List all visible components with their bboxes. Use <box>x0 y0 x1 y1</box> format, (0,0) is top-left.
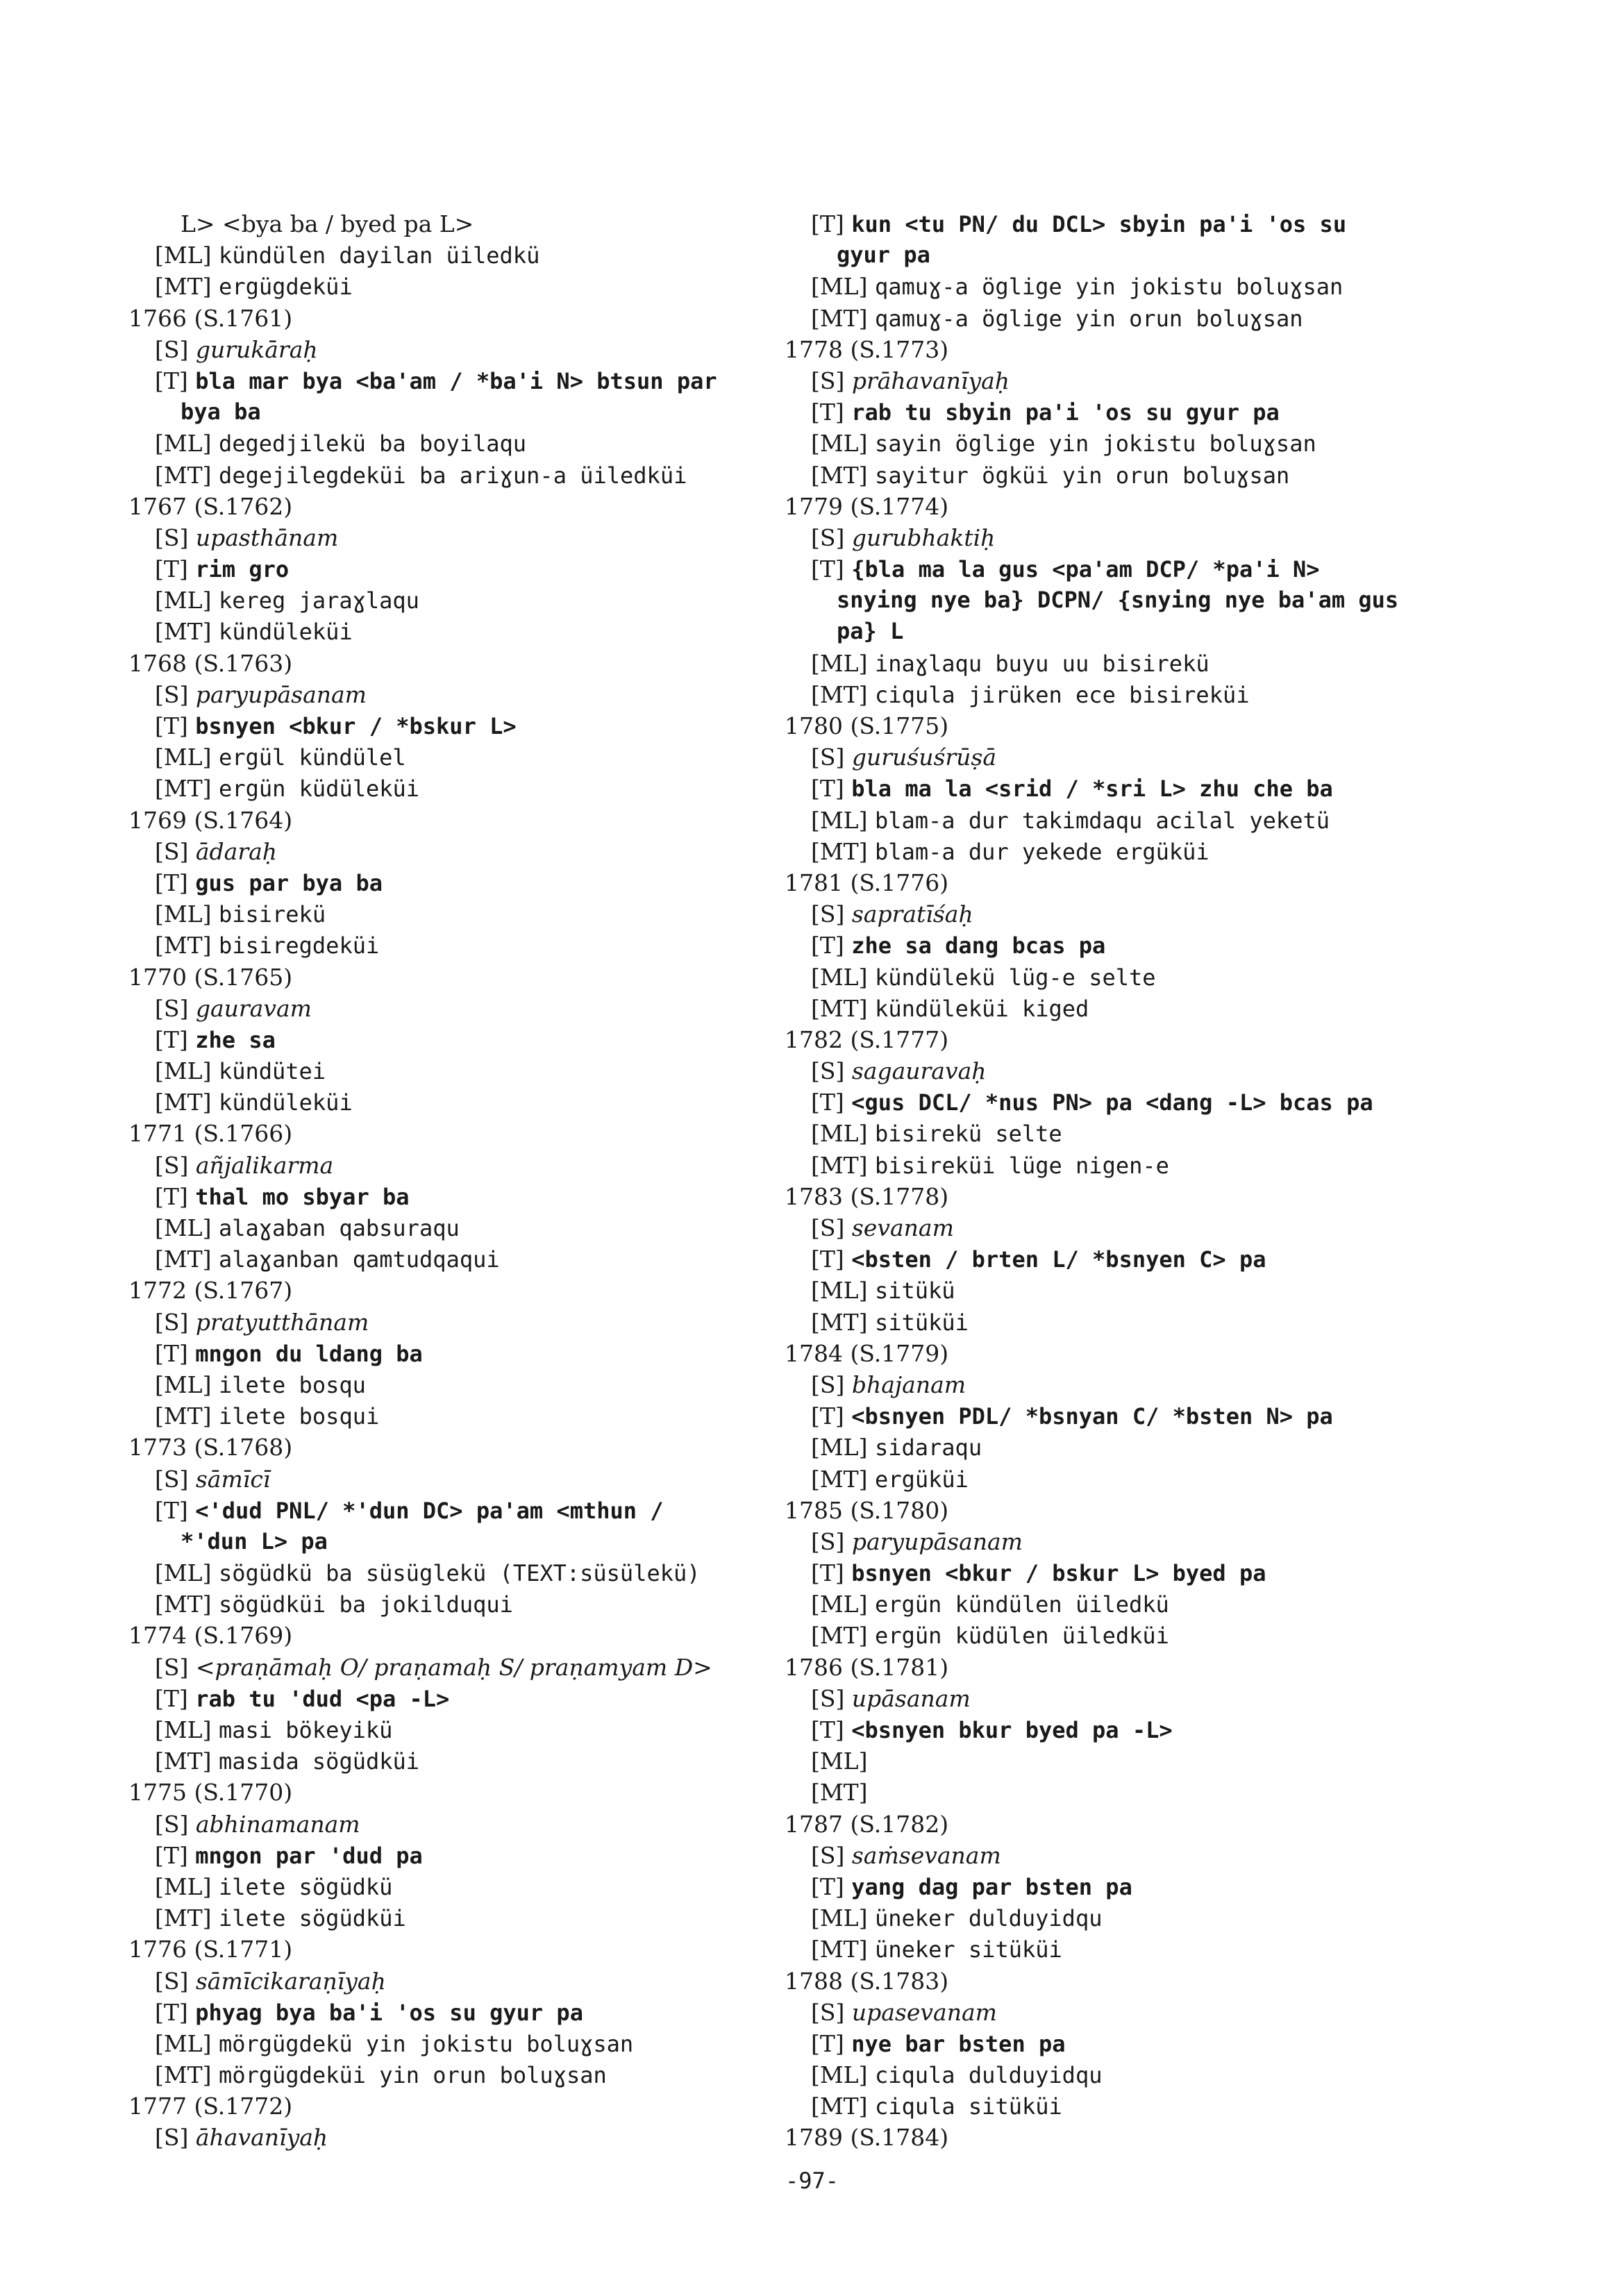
mongolian-ml-line: [ML] kündütei <box>155 1057 326 1085</box>
mongolian-ml-line: [ML] ciqula dulduyidqu <box>811 2061 1103 2089</box>
sanskrit-line: [S] paryupāsanam <box>155 680 367 708</box>
sanskrit-line: [S] sāmīcikaraṇīyaḥ <box>155 1967 386 1995</box>
sanskrit-line: [S] āhavanīyaḥ <box>155 2124 328 2152</box>
tibetan-line: [T] mngon par 'dud pa <box>155 1841 423 1869</box>
mongolian-mt-line: [MT] sitüküi <box>811 1308 969 1336</box>
tibetan-line: [T] rim gro <box>155 555 290 583</box>
mongolian-ml-line: [ML] masi bökeyikü <box>155 1716 393 1743</box>
mongolian-mt-line: [MT] kündüleküi kiged <box>811 994 1089 1022</box>
entry-number: 1769 (S.1764) <box>128 806 293 834</box>
mongolian-mt-line: [MT] kündüleküi <box>155 1089 353 1116</box>
sanskrit-line: [S] saṁsevanam <box>811 1841 1001 1869</box>
tibetan-line: [T] gus par bya ba <box>155 869 383 896</box>
tibetan-line: [T] rab tu 'dud <pa -L> <box>155 1684 450 1712</box>
mongolian-mt-line: [MT] alaɣanban qamtudqaqui <box>155 1246 500 1273</box>
continuation-line: gyur pa <box>837 242 930 269</box>
entry-number: 1767 (S.1762) <box>128 492 293 520</box>
mongolian-mt-line: [MT] masida sögüdküi <box>155 1748 420 1775</box>
mongolian-ml-line: [ML] sayin öglige yin jokistu boluɣsan <box>811 430 1316 458</box>
entry-number: 1782 (S.1777) <box>785 1025 949 1053</box>
continuation-line: bya ba <box>181 399 261 426</box>
mongolian-ml-line: [ML] inaɣlaqu buyu uu bisirekü <box>811 649 1209 677</box>
tibetan-line: [T] bla mar bya <ba'am / *ba'i N> btsun par <box>155 367 717 394</box>
sanskrit-line: [S] abhinamanam <box>155 1810 360 1838</box>
mongolian-mt-line: [MT] bisiregdeküi <box>155 932 380 960</box>
mongolian-ml-line: [ML] ilete sögüdkü <box>155 1872 393 1900</box>
sanskrit-line: [S] ādaraḥ <box>155 837 278 865</box>
entry-number: 1772 (S.1767) <box>128 1277 293 1305</box>
tibetan-line: [T] <bsnyen PDL/ *bsnyan C/ *bsten N> pa <box>811 1402 1333 1430</box>
mongolian-ml-line: [ML] kündülen dayilan üiledkü <box>155 242 540 269</box>
tibetan-line: [T] yang dag par bsten pa <box>811 1872 1132 1900</box>
mongolian-mt-line: [MT] bisireküi lüge nigen-e <box>811 1151 1169 1179</box>
mongolian-mt-line: [MT] mörgügdeküi yin orun boluɣsan <box>155 2061 607 2089</box>
mongolian-mt-line: [MT] ciqula jirüken ece bisireküi <box>811 680 1250 708</box>
sanskrit-line: [S] sagauravaḥ <box>811 1057 987 1085</box>
sanskrit-line: [S] gurukāraḥ <box>155 335 318 363</box>
sanskrit-line: [S] sāmīcī <box>155 1465 271 1493</box>
continuation-line: pa} L <box>837 618 904 645</box>
mongolian-ml-line: [ML] sidaraqu <box>811 1434 982 1461</box>
tibetan-line: [T] mngon du ldang ba <box>155 1339 423 1367</box>
mongolian-mt-line: [MT] blam-a dur yekede ergüküi <box>811 837 1209 865</box>
tibetan-line: [T] <gus DCL/ *nus PN> pa <dang -L> bcas pa <box>811 1089 1373 1116</box>
entry-number: 1788 (S.1783) <box>785 1967 949 1995</box>
entry-number: 1781 (S.1776) <box>785 869 949 896</box>
mongolian-ml-line: [ML] ergül kündülel <box>155 744 406 771</box>
right-column <box>785 208 1416 2154</box>
sanskrit-line: [S] sapratīśaḥ <box>811 900 973 928</box>
mongolian-mt-line: [MT] ergüküi <box>811 1465 969 1493</box>
tibetan-line: [T] kun <tu PN/ du DCL> sbyin pa'i 'os su <box>811 210 1347 237</box>
entry-number: 1771 (S.1766) <box>128 1120 293 1148</box>
entry-number: 1778 (S.1773) <box>785 335 949 363</box>
mongolian-ml-line: [ML] mörgügdekü yin jokistu boluɣsan <box>155 2029 634 2057</box>
mongolian-ml-line: [ML] blam-a dur takimdaqu acilal yeketü <box>811 806 1330 834</box>
mongolian-ml-line: [ML] qamuɣ-a öglige yin jokistu boluɣsan <box>811 273 1343 301</box>
entry-number: 1776 (S.1771) <box>128 1936 293 1963</box>
entry-number: 1789 (S.1784) <box>785 2124 949 2152</box>
tibetan-line: [T] rab tu sbyin pa'i 'os su gyur pa <box>811 399 1280 426</box>
mongolian-mt-line: [MT] ergün küdülen üiledküi <box>811 1622 1169 1650</box>
tibetan-line: [T] phyag bya ba'i 'os su gyur pa <box>155 1998 583 2026</box>
entry-number: 1775 (S.1770) <box>128 1779 293 1807</box>
tibetan-line: [T] <bsnyen bkur byed pa -L> <box>811 1716 1173 1743</box>
entry-number: 1787 (S.1782) <box>785 1810 949 1838</box>
mongolian-mt-line: [MT] sayitur ögküi yin orun boluɣsan <box>811 461 1290 489</box>
sanskrit-line: [S] upāsanam <box>811 1684 971 1712</box>
tibetan-line: [T] bsnyen <bkur / bskur L> byed pa <box>811 1559 1266 1587</box>
entry-number: 1774 (S.1769) <box>128 1622 293 1650</box>
sanskrit-line: [S] guruśuśrūṣā <box>811 744 997 771</box>
mongolian-ml-line: [ML] sögüdkü ba süsüglekü (TEXT:süsülekü) <box>155 1559 701 1587</box>
mongolian-ml-line: [ML] kündülekü lüg-e selte <box>811 963 1156 991</box>
mongolian-mt-line: [MT] kündüleküi <box>155 618 353 646</box>
tibetan-line: [T] zhe sa dang bcas pa <box>811 932 1106 960</box>
sanskrit-line: [S] <praṇāmaḥ O/ praṇamaḥ S/ praṇamyam D> <box>155 1653 712 1681</box>
tibetan-line: [T] nye bar bsten pa <box>811 2029 1066 2057</box>
tibetan-line: [T] zhe sa <box>155 1025 276 1053</box>
mongolian-mt-line: [MT] <box>811 1779 868 1807</box>
tibetan-line: [T] {bla ma la gus <pa'am DCP/ *pa'i N> <box>811 555 1320 583</box>
mongolian-mt-line: [MT] ergün küdüleküi <box>155 775 420 803</box>
mongolian-ml-line: [ML] ergün kündülen üiledkü <box>811 1591 1169 1618</box>
mongolian-ml-line: [ML] <box>811 1748 868 1775</box>
mongolian-ml-line: [ML] sitükü <box>811 1277 955 1305</box>
sanskrit-line: [S] prāhavanīyaḥ <box>811 367 1010 394</box>
entry-number: 1768 (S.1763) <box>128 649 293 677</box>
mongolian-ml-line: [ML] degedjilekü ba boyilaqu <box>155 430 527 458</box>
mongolian-mt-line: [MT] degejilegdeküi ba ariɣun-a üiledküi <box>155 461 687 489</box>
mongolian-ml-line: [ML] kereg jaraɣlaqu <box>155 587 419 614</box>
sanskrit-line: [S] upasthānam <box>155 523 339 551</box>
mongolian-ml-line: [ML] ilete bosqu <box>155 1371 366 1398</box>
sanskrit-line: [S] pratyutthānam <box>155 1308 369 1336</box>
continuation-line: L> <bya ba / byed pa L> <box>181 210 474 237</box>
tibetan-line: [T] thal mo sbyar ba <box>155 1182 410 1210</box>
entry-number: 1770 (S.1765) <box>128 963 293 991</box>
left-column <box>128 208 753 2154</box>
tibetan-line: [T] bsnyen <bkur / *bskur L> <box>155 712 517 739</box>
entry-number: 1773 (S.1768) <box>128 1434 293 1461</box>
mongolian-ml-line: [ML] alaɣaban qabsuraqu <box>155 1214 460 1241</box>
mongolian-mt-line: [MT] sögüdküi ba jokilduqui <box>155 1591 513 1618</box>
entry-number: 1786 (S.1781) <box>785 1653 949 1681</box>
mongolian-mt-line: [MT] ergügdeküi <box>155 273 353 301</box>
entry-number: 1779 (S.1774) <box>785 492 949 520</box>
continuation-line: *'dun L> pa <box>181 1527 328 1555</box>
mongolian-ml-line: [ML] bisirekü selte <box>811 1120 1062 1148</box>
entry-number: 1777 (S.1772) <box>128 2093 293 2120</box>
tibetan-line: [T] bla ma la <srid / *sri L> zhu che ba <box>811 775 1333 803</box>
sanskrit-line: [S] paryupāsanam <box>811 1527 1023 1555</box>
entry-number: 1784 (S.1779) <box>785 1339 949 1367</box>
mongolian-mt-line: [MT] qamuɣ-a öglige yin orun boluɣsan <box>811 304 1303 332</box>
mongolian-mt-line: [MT] ilete bosqui <box>155 1402 380 1430</box>
mongolian-mt-line: [MT] ciqula sitüküi <box>811 2093 1062 2120</box>
mongolian-ml-line: [ML] bisirekü <box>155 900 326 928</box>
sanskrit-line: [S] gauravam <box>155 994 312 1022</box>
tibetan-line: [T] <'dud PNL/ *'dun DC> pa'am <mthun / <box>155 1496 664 1524</box>
page-number: -97- <box>785 2168 839 2194</box>
entry-number: 1780 (S.1775) <box>785 712 949 739</box>
continuation-line: snying nye ba} DCPN/ {snying nye ba'am gus <box>837 587 1399 614</box>
entry-number: 1766 (S.1761) <box>128 304 293 332</box>
sanskrit-line: [S] gurubhaktiḥ <box>811 523 996 551</box>
sanskrit-line: [S] bhajanam <box>811 1371 966 1398</box>
mongolian-mt-line: [MT] üneker sitüküi <box>811 1936 1062 1963</box>
sanskrit-line: [S] upasevanam <box>811 1998 997 2026</box>
mongolian-mt-line: [MT] ilete sögüdküi <box>155 1904 406 1932</box>
mongolian-ml-line: [ML] üneker dulduyidqu <box>811 1904 1103 1932</box>
sanskrit-line: [S] sevanam <box>811 1214 954 1241</box>
entry-number: 1785 (S.1780) <box>785 1496 949 1524</box>
entry-number: 1783 (S.1778) <box>785 1182 949 1210</box>
tibetan-line: [T] <bsten / brten L/ *bsnyen C> pa <box>811 1246 1266 1273</box>
sanskrit-line: [S] añjalikarma <box>155 1151 334 1179</box>
